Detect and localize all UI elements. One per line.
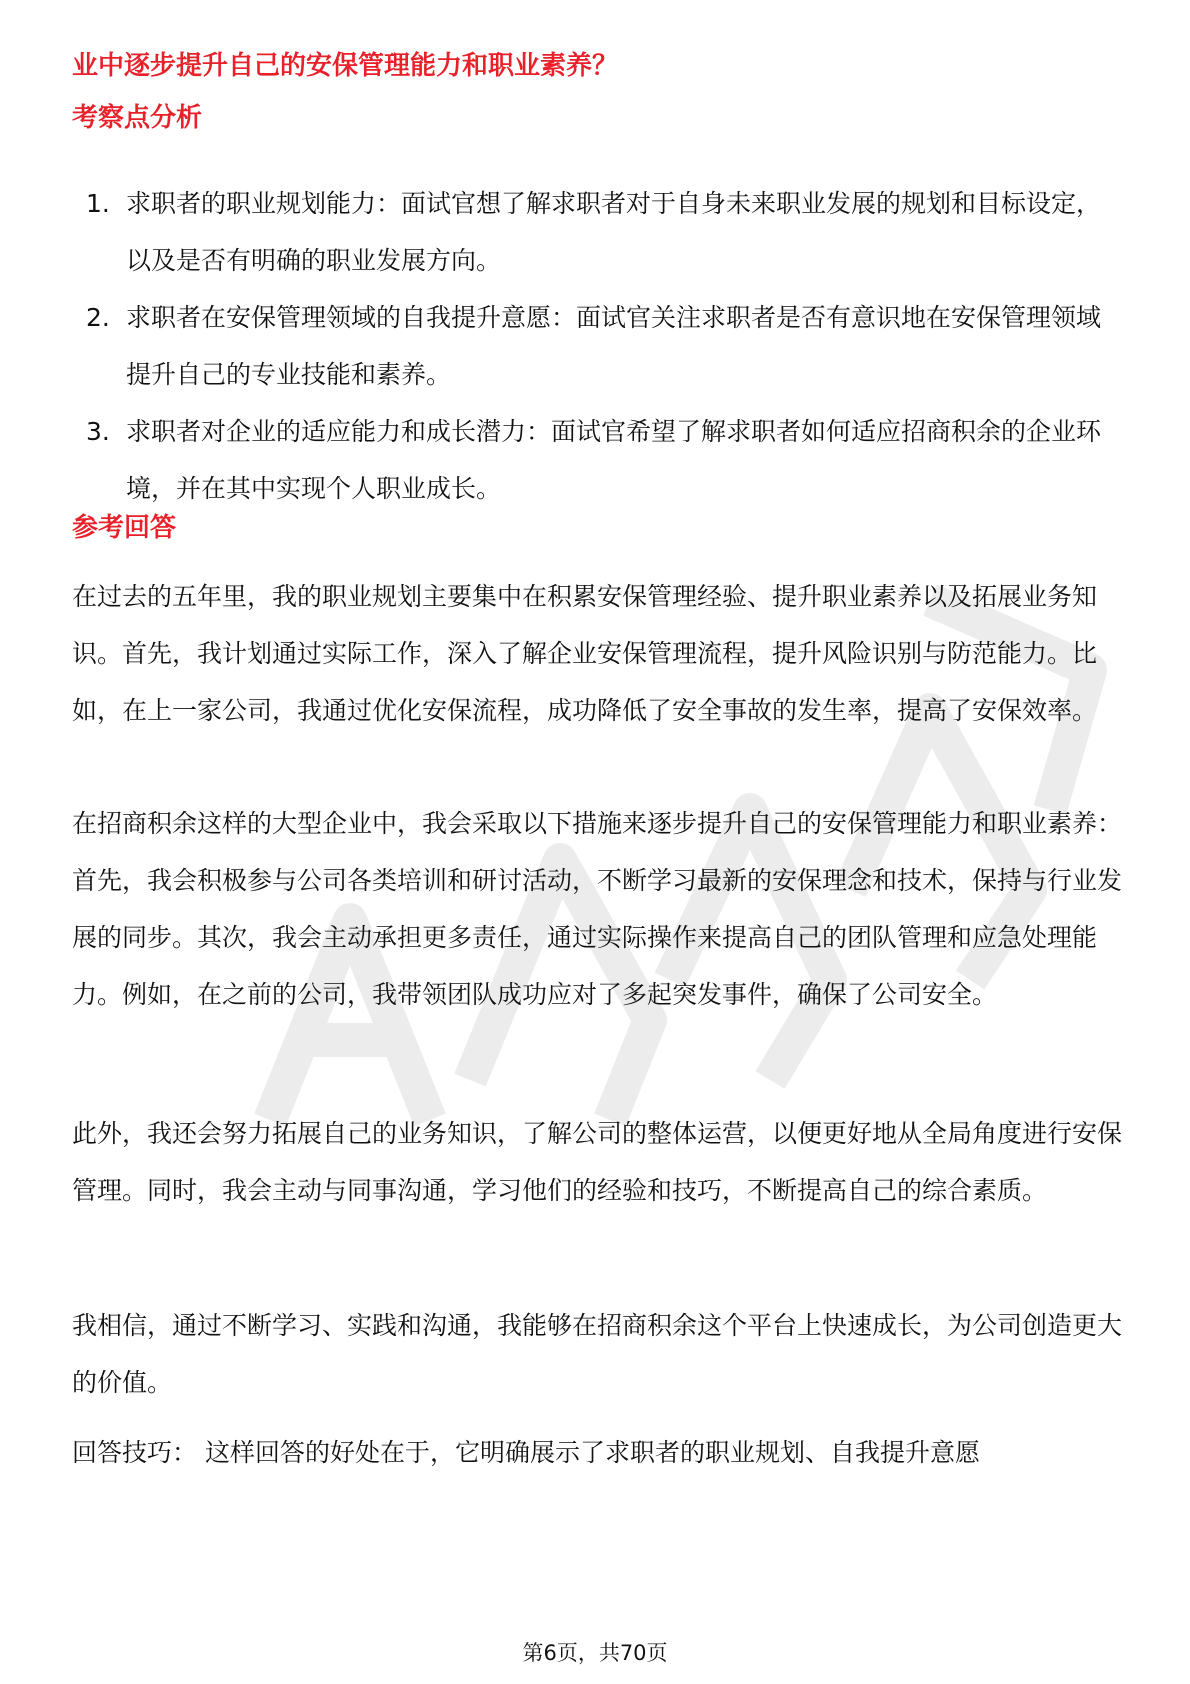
- list-item-text: 求职者在安保管理领域的自我提升意愿：面试官关注求职者是否有意识地在安保管理领域提升自己的专业技能和素养。: [126, 303, 1102, 389]
- question-heading-continued: 业中逐步提升自己的安保管理能力和职业素养？: [72, 51, 619, 81]
- list-item: [72, 403, 1122, 517]
- list-item-number: 1.: [86, 189, 110, 218]
- answer-section-title: 参考回答: [72, 513, 177, 543]
- list-item: [72, 289, 1122, 403]
- answer-paragraph: 在招商积余这样的大型企业中，我会采取以下措施来逐步提升自己的安保管理能力和职业素养：首先，我会积极参与公司各类培训和研讨活动，不断学习最新的安保理念和技术，保持与行业发展的同步。其次，我会主动承担更多责任，通过实际操作来提高自己的团队管理和应急处理能力。例如，在之前的公司，我带领团队成功应对了多起突发事件，确保了公司安全。: [72, 809, 1123, 1009]
- list-item: [72, 175, 1122, 289]
- analysis-section-title: 考察点分析: [72, 103, 203, 133]
- list-item-text: 求职者的职业规划能力：面试官想了解求职者对于自身未来职业发展的规划和目标设定，以及是否有明确的职业发展方向。: [126, 189, 1102, 275]
- list-item-number: 2.: [86, 303, 110, 332]
- answer-paragraph: 在过去的五年里，我的职业规划主要集中在积累安保管理经验、提升职业素养以及拓展业务知识。首先，我计划通过实际工作，深入了解企业安保管理流程，提升风险识别与防范能力。比如，在上一家公司，我通过优化安保流程，成功降低了安全事故的发生率，提高了安保效率。: [72, 582, 1098, 725]
- analysis-list: [72, 175, 1122, 517]
- answer-tips-paragraph: 回答技巧： 这样回答的好处在于，它明确展示了求职者的职业规划、自我提升意愿: [72, 1438, 980, 1467]
- answer-paragraph: 此外，我还会努力拓展自己的业务知识，了解公司的整体运营，以便更好地从全局角度进行安保管理。同时，我会主动与同事沟通，学习他们的经验和技巧，不断提高自己的综合素质。: [72, 1119, 1123, 1205]
- answer-paragraph: 我相信，通过不断学习、实践和沟通，我能够在招商积余这个平台上快速成长，为公司创造更大的价值。: [72, 1311, 1123, 1397]
- list-item-number: 3.: [86, 417, 110, 446]
- list-item-text: 求职者对企业的适应能力和成长潜力：面试官希望了解求职者如何适应招商积余的企业环境，并在其中实现个人职业成长。: [126, 417, 1102, 503]
- page-number: 第6页，共70页: [522, 1641, 668, 1665]
